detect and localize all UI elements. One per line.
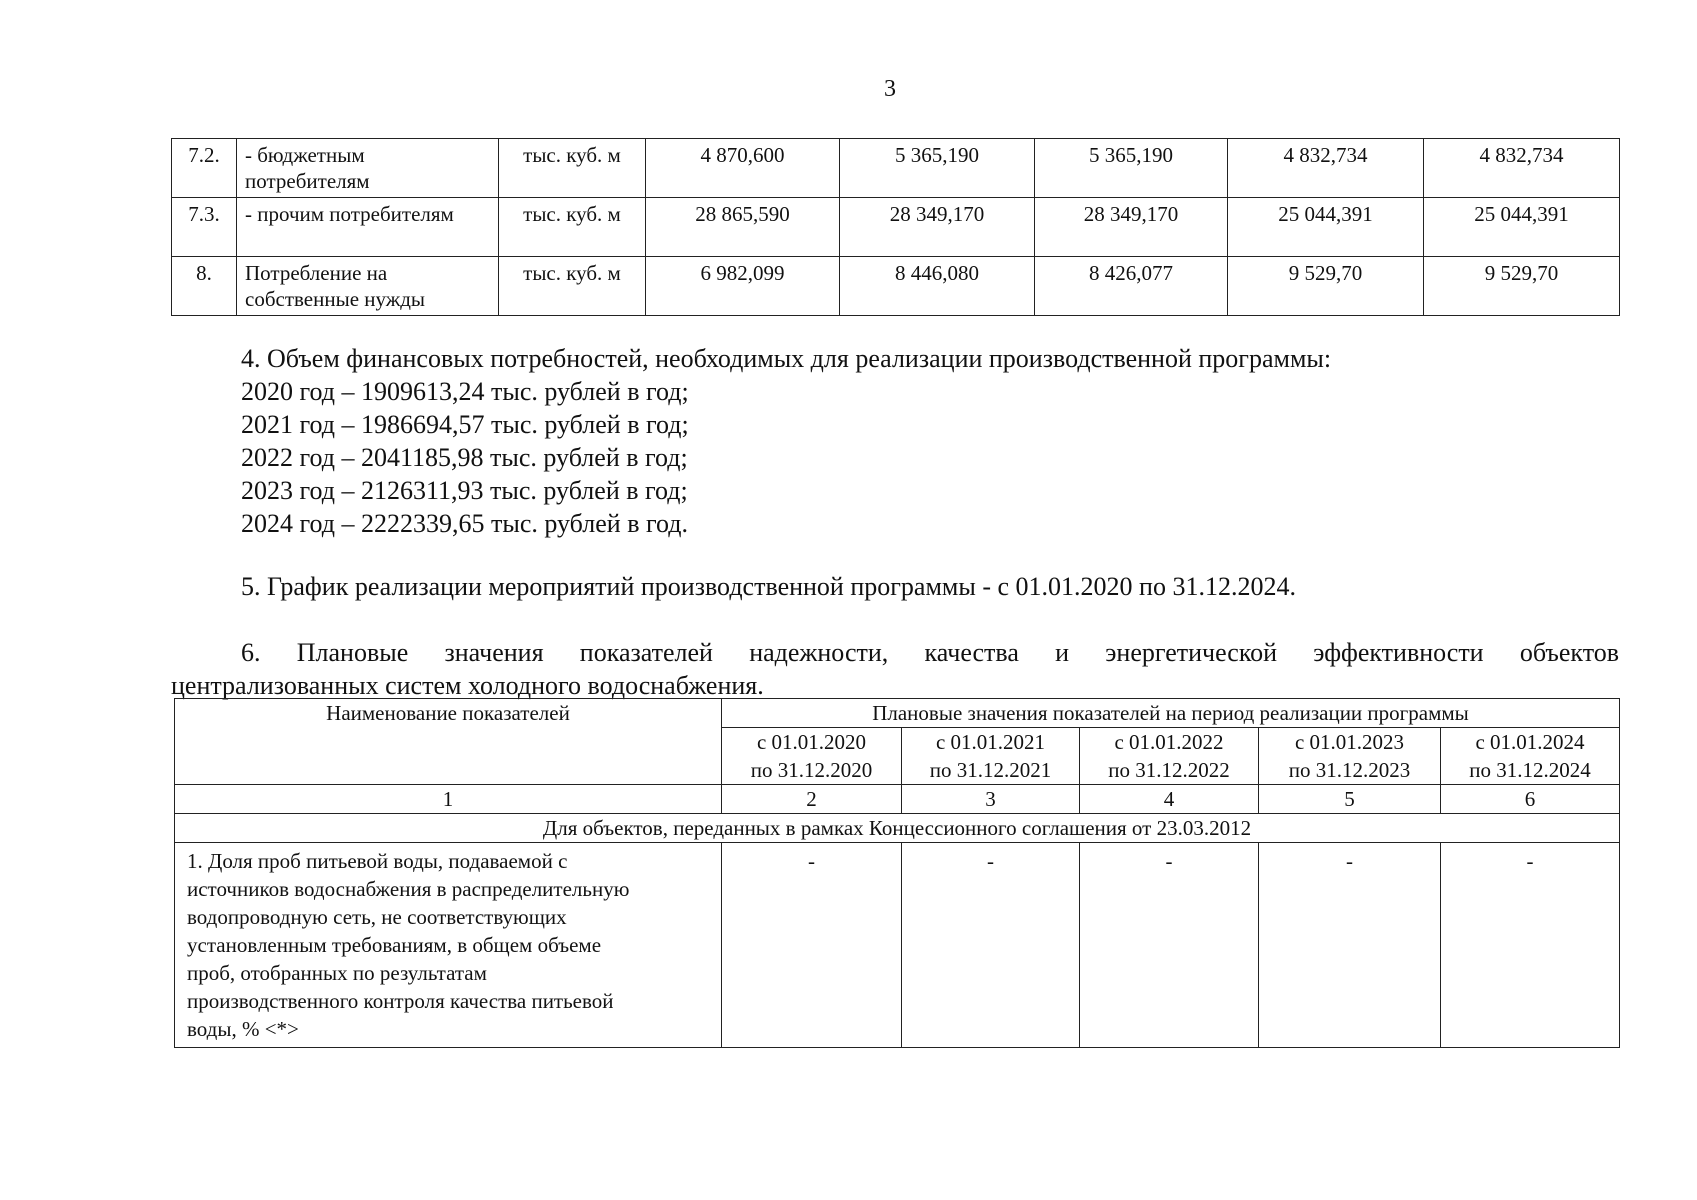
row-unit: тыс. куб. м [499, 257, 646, 316]
header-indicator-name: Наименование показателей [175, 699, 722, 785]
period-header: с 01.01.2021 по 31.12.2021 [902, 728, 1080, 785]
period-header: с 01.01.2024 по 31.12.2024 [1441, 728, 1620, 785]
indicator-value: - [722, 843, 902, 1048]
column-number: 5 [1259, 785, 1441, 814]
table-row [172, 139, 1620, 198]
period-header: с 01.01.2023 по 31.12.2023 [1259, 728, 1441, 785]
row-value: 4 870,600 [646, 139, 840, 198]
indicator-value: - [902, 843, 1080, 1048]
period-header: с 01.01.2022 по 31.12.2022 [1080, 728, 1259, 785]
row-value: 28 865,590 [646, 198, 840, 257]
column-number: 3 [902, 785, 1080, 814]
finance-line: 2024 год – 2222339,65 тыс. рублей в год. [241, 509, 688, 538]
finance-line: 2021 год – 1986694,57 тыс. рублей в год; [241, 410, 689, 439]
column-number: 4 [1080, 785, 1259, 814]
row-value: 8 446,080 [840, 257, 1035, 316]
row-value: 9 529,70 [1424, 257, 1620, 316]
row-value: 28 349,170 [1035, 198, 1228, 257]
row-value: 25 044,391 [1228, 198, 1424, 257]
section-4-title: 4. Объем финансовых потребностей, необходимых для реализации производственной программы: [241, 344, 1332, 373]
column-number: 2 [722, 785, 902, 814]
row-name: - прочим потребителям [237, 198, 499, 257]
group-row [175, 814, 1620, 843]
group-title: Для объектов, переданных в рамках Концессионного соглашения от 23.03.2012 [175, 814, 1620, 843]
row-value: 6 982,099 [646, 257, 840, 316]
row-unit: тыс. куб. м [499, 139, 646, 198]
row-value: 8 426,077 [1035, 257, 1228, 316]
row-value: 5 365,190 [1035, 139, 1228, 198]
period-header: с 01.01.2020 по 31.12.2020 [722, 728, 902, 785]
indicator-value: - [1441, 843, 1620, 1048]
row-value: 4 832,734 [1228, 139, 1424, 198]
table-row [172, 257, 1620, 316]
section-6-heading [171, 636, 1619, 702]
row-value: 5 365,190 [840, 139, 1035, 198]
page-number: 3 [884, 76, 896, 102]
table-row [175, 843, 1620, 1048]
row-value: 28 349,170 [840, 198, 1035, 257]
finance-line: 2023 год – 2126311,93 тыс. рублей в год; [241, 476, 688, 505]
finance-line: 2022 год – 2041185,98 тыс. рублей в год; [241, 443, 688, 472]
row-number: 7.3. [172, 198, 237, 257]
section-4-financial-needs [241, 342, 1331, 540]
header-planned-values: Плановые значения показателей на период реализации программы [722, 699, 1620, 728]
table-row [172, 198, 1620, 257]
finance-line: 2020 год – 1909613,24 тыс. рублей в год; [241, 377, 689, 406]
column-number: 6 [1441, 785, 1620, 814]
row-number: 7.2. [172, 139, 237, 198]
column-number-row [175, 785, 1620, 814]
row-name: Потребление на собственные нужды [237, 257, 499, 316]
row-unit: тыс. куб. м [499, 198, 646, 257]
indicators-table [174, 698, 1620, 1048]
indicator-value: - [1259, 843, 1441, 1048]
volume-table [171, 138, 1620, 316]
column-number: 1 [175, 785, 722, 814]
indicator-value: - [1080, 843, 1259, 1048]
row-number: 8. [172, 257, 237, 316]
indicator-description: 1. Доля проб питьевой воды, подаваемой с источников водоснабжения в распределительную водопроводную сеть, не соответствующих установленным требованиям, в общем объеме проб, отобранных по результатам производственного контроля качества питьевой воды, % <*> [175, 843, 722, 1048]
row-name: - бюджетным потребителям [237, 139, 499, 198]
section-5-schedule: 5. График реализации мероприятий производственной программы - с 01.01.2020 по 31.12.2024. [241, 572, 1296, 601]
table-header-row [175, 699, 1620, 728]
row-value: 25 044,391 [1424, 198, 1620, 257]
section-6-line-2: централизованных систем холодного водоснабжения. [171, 671, 764, 700]
row-value: 4 832,734 [1424, 139, 1620, 198]
section-6-line-1: 6. Плановые значения показателей надежности, качества и энергетической эффективности объектов [241, 638, 1619, 667]
row-value: 9 529,70 [1228, 257, 1424, 316]
